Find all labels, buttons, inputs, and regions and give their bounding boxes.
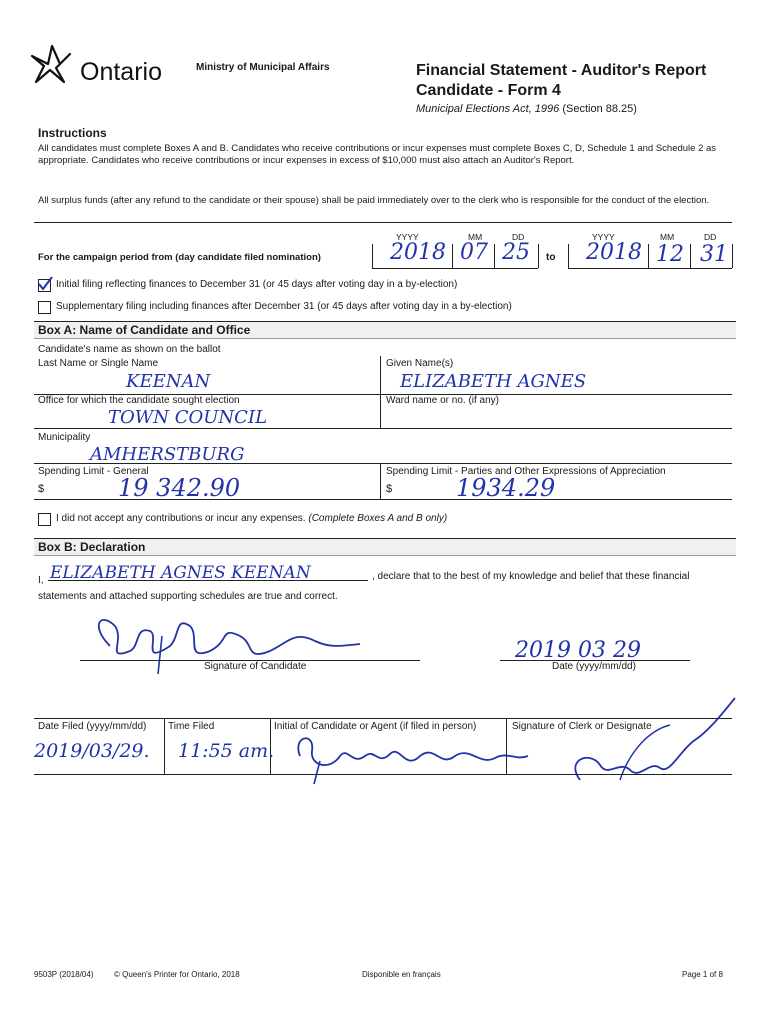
given-name-label: Given Name(s) (386, 358, 454, 369)
to-dd-label: DD (704, 232, 717, 242)
initial-label: Initial of Candidate or Agent (if filed in person) (274, 721, 477, 732)
instructions-heading: Instructions (38, 126, 107, 140)
municipality-value[interactable]: AMHERSTBURG (90, 444, 245, 465)
supplementary-filing-checkbox[interactable] (38, 301, 51, 314)
office-value[interactable]: TOWN COUNCIL (108, 407, 268, 428)
agent-initial-signature[interactable] (290, 726, 530, 786)
ontario-wordmark: Ontario (80, 58, 162, 86)
trillium-icon (30, 42, 74, 88)
spending-parties-label: Spending Limit - Parties and Other Expressions of Appreciation (386, 466, 666, 477)
declaration-i: I, (38, 575, 44, 586)
clerk-signature-label: Signature of Clerk or Designate (512, 721, 652, 732)
box-a-heading: Box A: Name of Candidate and Office (34, 321, 736, 339)
declaration-date-value[interactable]: 2019 03 29 (515, 638, 641, 663)
from-mm-label: MM (468, 232, 483, 242)
date-filed-label: Date Filed (yyyy/mm/dd) (38, 721, 147, 732)
from-yyyy-label: YYYY (396, 232, 419, 242)
signature-label: Signature of Candidate (204, 661, 307, 672)
municipality-label: Municipality (38, 432, 91, 443)
ontario-logo (30, 42, 190, 92)
from-day-value[interactable]: 25 (502, 240, 530, 265)
declaration-date-label: Date (yyyy/mm/dd) (552, 661, 636, 672)
declaration-text: , declare that to the best of my knowledge and belief that these financial (372, 571, 690, 582)
declaration-text-2: statements and attached supporting schedules are true and correct. (38, 591, 338, 602)
to-label: to (546, 252, 556, 263)
from-dd-label: DD (512, 232, 525, 242)
to-yyyy-label: YYYY (592, 232, 615, 242)
to-mm-label: MM (660, 232, 675, 242)
spending-parties-dollar: $ (386, 483, 393, 495)
declarant-name[interactable]: ELIZABETH AGNES KEENAN (50, 563, 311, 583)
last-name-label: Last Name or Single Name (38, 358, 159, 369)
last-name-value[interactable]: KEENAN (126, 371, 211, 392)
supplementary-filing-label: Supplementary filing including finances after December 31 (or 45 days after voting day in a by-election) (56, 301, 512, 312)
box-b-heading: Box B: Declaration (34, 538, 736, 556)
spending-parties-value[interactable]: 1934.29 (456, 474, 556, 502)
to-year-value[interactable]: 2018 (586, 240, 642, 265)
from-year-value[interactable]: 2018 (390, 240, 446, 265)
office-label: Office for which the candidate sought election (38, 395, 240, 406)
french-available: Disponible en français (362, 970, 441, 979)
date-filed-value[interactable]: 2019/03/29. (34, 740, 150, 762)
act-reference: Municipal Elections Act, 1996 (Section 88.25) (416, 103, 637, 115)
ward-label: Ward name or no. (if any) (386, 395, 500, 406)
given-name-value[interactable]: ELIZABETH AGNES (400, 371, 587, 392)
from-month-value[interactable]: 07 (460, 240, 488, 265)
ministry-name: Ministry of Municipal Affairs (196, 62, 330, 73)
form-subtitle: Candidate - Form 4 (416, 82, 561, 99)
page-number: Page 1 of 8 (682, 970, 723, 979)
initial-filing-checkbox[interactable] (38, 279, 51, 292)
clerk-signature[interactable] (560, 690, 740, 790)
to-day-value[interactable]: 31 (700, 242, 728, 267)
time-filed-value[interactable]: 11:55 am. (178, 740, 275, 762)
spending-general-dollar: $ (38, 483, 45, 495)
instructions-para-2: All surplus funds (after any refund to the candidate or their spouse) shall be paid immediately over to the clerk who is responsible for the conduct of the election. (38, 195, 710, 206)
no-contributions-label: I did not accept any contributions or incur any expenses. (Complete Boxes A and B only) (56, 513, 448, 524)
time-filed-label: Time Filed (168, 721, 215, 732)
instructions-para-1: All candidates must complete Boxes A and B. Candidates who receive contributions or incur expenses must complete Boxes C, D, Schedule 1 and Schedule 2 as appropriate. Candidates who receive contributions or incur expenses in excess of $10,000 must also attach an Auditor's Report. (38, 143, 717, 166)
spending-general-value[interactable]: 19 342.90 (118, 474, 241, 502)
to-month-value[interactable]: 12 (656, 242, 684, 267)
form-number: 9503P (2018/04) (34, 970, 94, 979)
name-on-ballot-label: Candidate's name as shown on the ballot (38, 344, 221, 355)
period-label: For the campaign period from (day candidate filed nomination) (38, 252, 321, 263)
no-contributions-checkbox[interactable] (38, 513, 51, 526)
copyright: © Queen's Printer for Ontario, 2018 (114, 970, 240, 979)
initial-filing-label: Initial filing reflecting finances to December 31 (or 45 days after voting day in a by-election) (56, 279, 458, 290)
spending-general-label: Spending Limit - General (38, 466, 149, 477)
form-title: Financial Statement - Auditor's Report (416, 62, 707, 79)
checkmark-icon (37, 276, 53, 292)
